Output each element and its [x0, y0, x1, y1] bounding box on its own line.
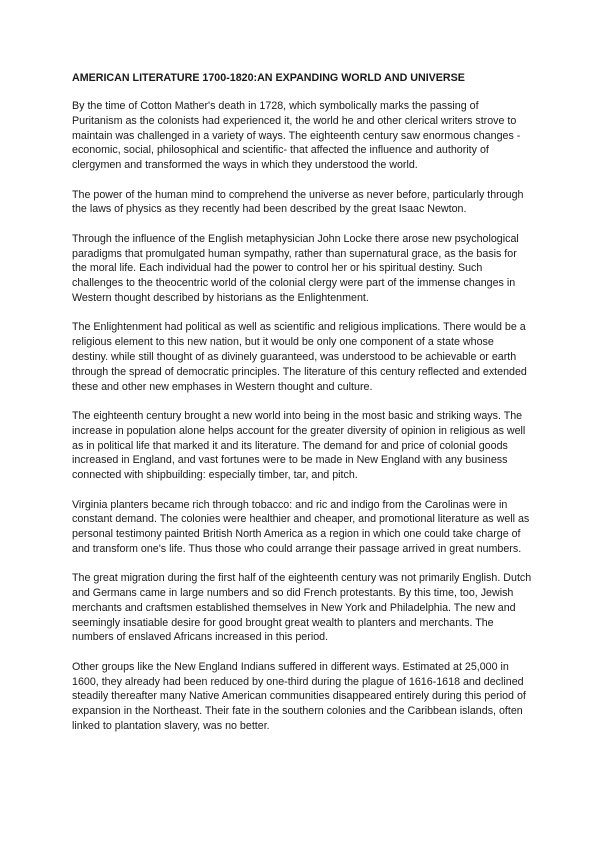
paragraph-2: The power of the human mind to comprehend the universe as never before, particularly through the laws of physics as they recently had been described by the great Isaac Newton. [72, 188, 524, 216]
document-title: AMERICAN LITERATURE 1700-1820:AN EXPANDING WORLD AND UNIVERSE [72, 72, 465, 84]
paragraph-6: Virginia planters became rich through tobacco: and ric and indigo from the Carolinas were in constant demand. The colonies were healthier and cheaper, and promotional literature as well as personal testimony painted British North America as a region in which one could take charge of and transform one's life. Thus those who could arrange their passage arrived in great numbers. [72, 498, 530, 555]
paragraph-7: The great migration during the first half of the eighteenth century was not primarily English. Dutch and Germans came in large numbers and so did French protestants. By this time, too, Jewish merchants and craftsmen established themselves in New York and Philadelphia. The new and seemingly insatiable desire for good brought great wealth to planters and merchants. The numbers of enslaved Africans increased in this period. [72, 572, 532, 644]
paragraph-1: By the time of Cotton Mather's death in 1728, which symbolically marks the passing of Puritanism as the colonists had experienced it, the world he and other clerical writers strove to maintain was challenged in a variety of ways. The eighteenth century saw enormous changes -economic, social, philosophical and scientific- that affected the influence and authority of clergymen and transformed the ways in which they understood the world. [72, 100, 521, 172]
paragraph-3: Through the influence of the English metaphysician John Locke there arose new psychological paradigms that promulgated human sympathy, rather than supernatural grace, as the basis for the moral life. Each individual had the power to control her or his spiritual destiny. Such challenges to the theocentric world of the colonial clergy were part of the immense changes in Western thought described by historians as the Enlightenment. [72, 232, 519, 304]
paragraph-8: Other groups like the New England Indians suffered in different ways. Estimated at 25,000 in 1600, they already had been reduced by one-third during the plague of 1616-1618 and declined steadily thereafter many Native American communities disappeared entirely during this period of expansion in the Northeast. Their fate in the southern colonies and the Caribbean islands, often linked to plantation slavery, was no better. [72, 660, 526, 733]
paragraph-4: The Enlightenment had political as well as scientific and religious implications. There would be a religious element to this new nation, but it would be only one component of a state whose destiny. while still thought of as divinely guaranteed, was understood to be achievable or earth through the spread of democratic principles. The literature of this century reflected and extended these and other new emphases in Western thought and culture. [72, 321, 527, 393]
paragraph-5: The eighteenth century brought a new world into being in the most basic and striking ways. The increase in population alone helps account for the greater diversity of opinion in religious as well as in political life that marked it and its literature. The demand for and price of colonial goods increased in England, and vast fortunes were to be made in New England with any business connected with shipbuilding: especially timber, tar, and pitch. [72, 409, 526, 482]
document-body [72, 71, 532, 748]
